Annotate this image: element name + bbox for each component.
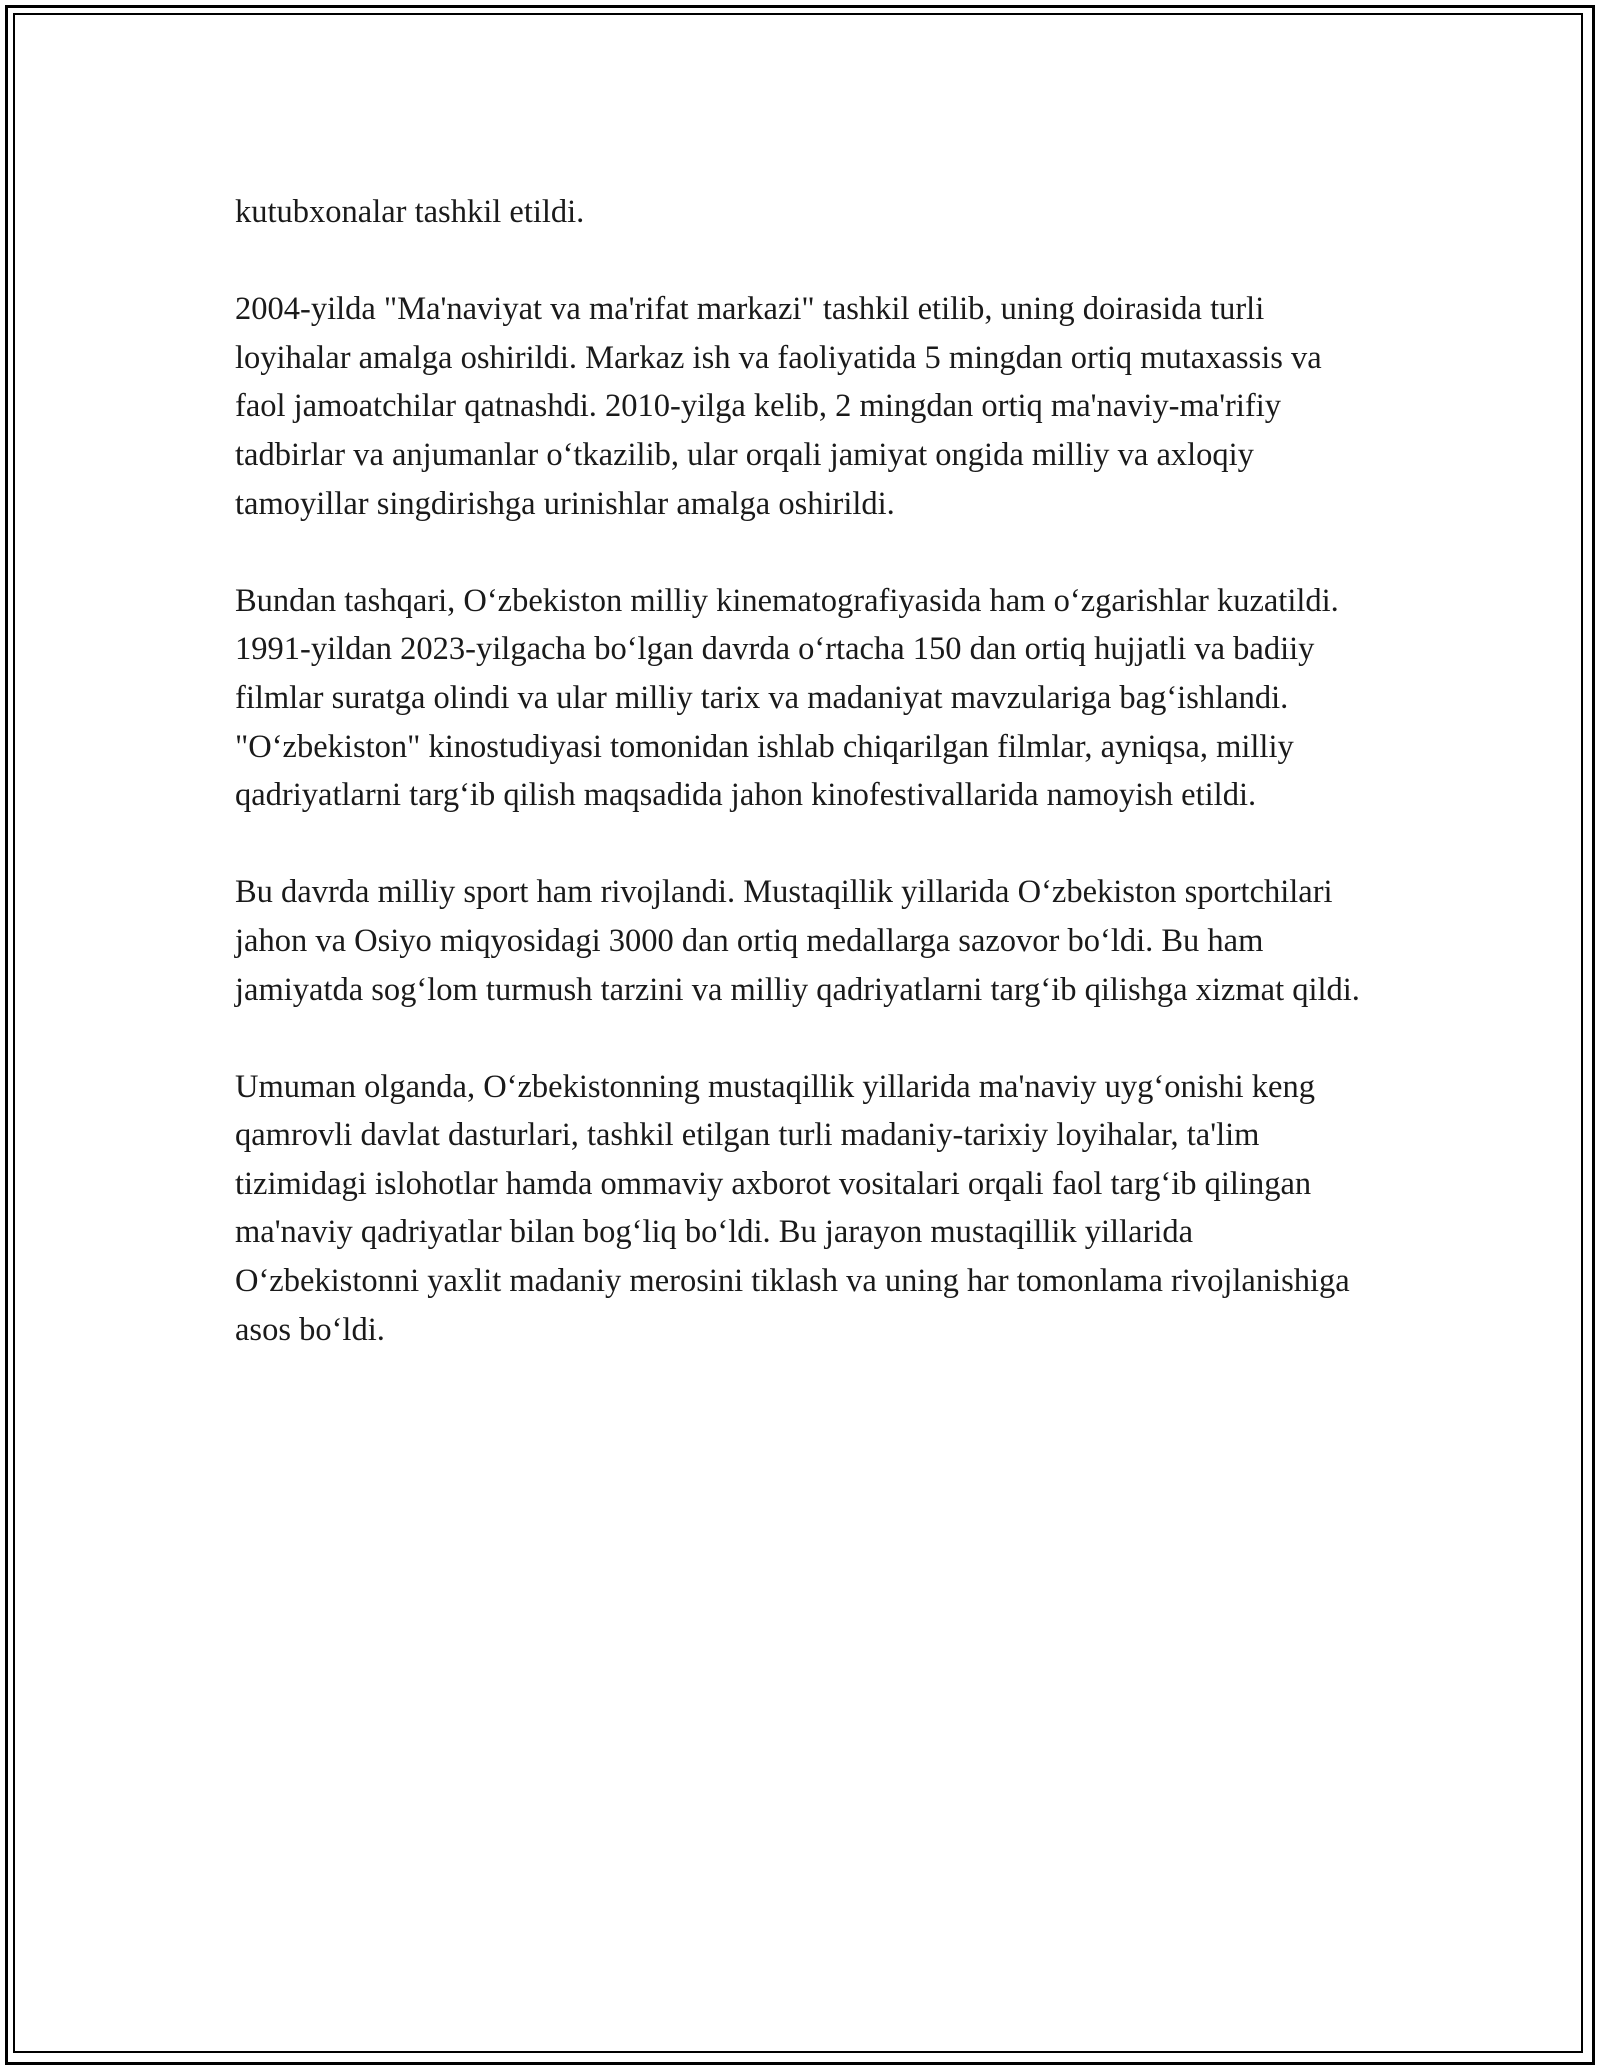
paragraph-spiritual-center: 2004-yilda "Ma'naviyat va ma'rifat markazi" tashkil etilib, uning doirasida turli loyihalar amalga oshirildi. Markaz ish va faoliyatida 5 mingdan ortiq mutaxassis va faol jamoatchilar qatnashdi. 2010-yilga kelib, 2 mingdan ortiq ma'naviy-ma'rifiy tadbirlar va anjumanlar o‘tkazilib, ular orqali jamiyat ongida milliy va axloqiy tamoyillar singdirishga urinishlar amalga oshirildi. xyxy=(235,291,1322,522)
paragraph-conclusion: Umuman olganda, O‘zbekistonning mustaqillik yillarida ma'naviy uyg‘onishi keng qamrovli davlat dasturlari, tashkil etilgan turli madaniy-tarixiy loyihalar, ta'lim tizimidagi islohotlar hamda ommaviy axborot vositalari orqali faol targ‘ib qilingan ma'naviy qadriyatlar bilan bog‘liq bo‘ldi. Bu jarayon mustaqillik yillarida O‘zbekistonni yaxlit madaniy merosini tiklash va uning har tomonlama rivojlanishiga asos bo‘ldi. xyxy=(235,1068,1350,1348)
paragraph-cinematography: Bundan tashqari, O‘zbekiston milliy kinematografiyasida ham o‘zgarishlar kuzatildi. 1991-yildan 2023-yilgacha bo‘lgan davrda o‘rtacha 150 dan ortiq hujjatli va badiiy filmlar suratga olindi va ular milliy tarix va madaniyat mavzulariga bag‘ishlandi. "O‘zbekiston" kinostudiyasi tomonidan ishlab chiqarilgan filmlar, ayniqsa, milliy qadriyatlarni targ‘ib qilish maqsadida jahon kinofestivallarida namoyish etildi. xyxy=(235,582,1339,814)
paragraph-sport: Bu davrda milliy sport ham rivojlandi. Mustaqillik yillarida O‘zbekiston sportchilari jahon va Osiyo miqyosidagi 3000 dan ortiq medallarga sazovor bo‘ldi. Bu ham jamiyatda sog‘lom turmush tarzini va milliy qadriyatlarni targ‘ib qilishga xizmat qildi. xyxy=(235,874,1360,1008)
document-body xyxy=(235,188,1375,1403)
paragraph-libraries: kutubxonalar tashkil etildi. xyxy=(235,194,585,230)
